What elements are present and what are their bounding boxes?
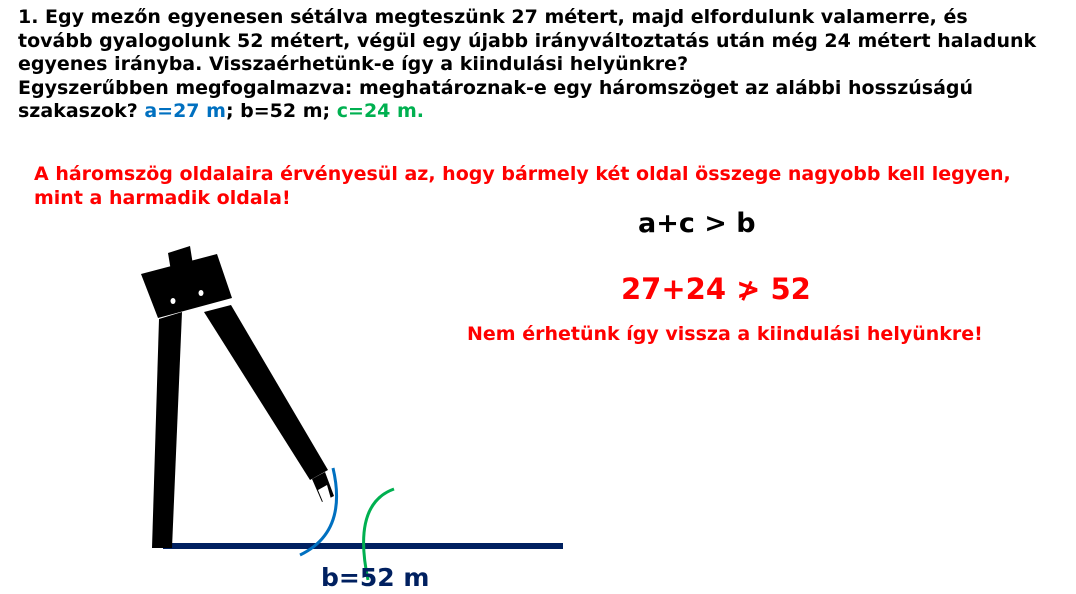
rule-line-1: A háromszög oldalaira érvényesül az, hogy bármely két oldal összege nagyobb kell legyen,: [34, 163, 1011, 185]
problem-line-2: tovább gyalogolunk 52 métert, végül egy újabb irányváltoztatás után még 24 métert haladunk: [18, 29, 1037, 52]
inequality-formula: a+c > b: [638, 208, 756, 239]
side-c-value: c=24 m.: [336, 100, 425, 122]
compass-icon: [141, 246, 334, 548]
problem-line-4: Egyszerűbben megfogalmazva: meghatároznak-e egy háromszöget az alábbi hosszúságú: [18, 76, 974, 99]
problem-line-5-prefix: szakaszok?: [18, 100, 145, 122]
segment-b-label: b=52 m: [321, 563, 430, 592]
conclusion-text: Nem érhetünk így vissza a kiindulási helyünkre!: [467, 323, 983, 345]
problem-line-3: egyenes irányba. Visszaérhetünk-e így a kiindulási helyünkre?: [18, 53, 689, 75]
rule-line-2: mint a harmadik oldala!: [34, 187, 291, 209]
side-b-value: ; b=52 m;: [225, 100, 337, 122]
inequality-calculation: 27+24 ≯ 52: [621, 272, 811, 306]
side-a-value: a=27 m: [144, 100, 226, 122]
problem-line-1: 1. Egy mezőn egyenesen sétálva megteszünk 27 métert, majd elfordulunk valamerre, és: [18, 6, 968, 28]
